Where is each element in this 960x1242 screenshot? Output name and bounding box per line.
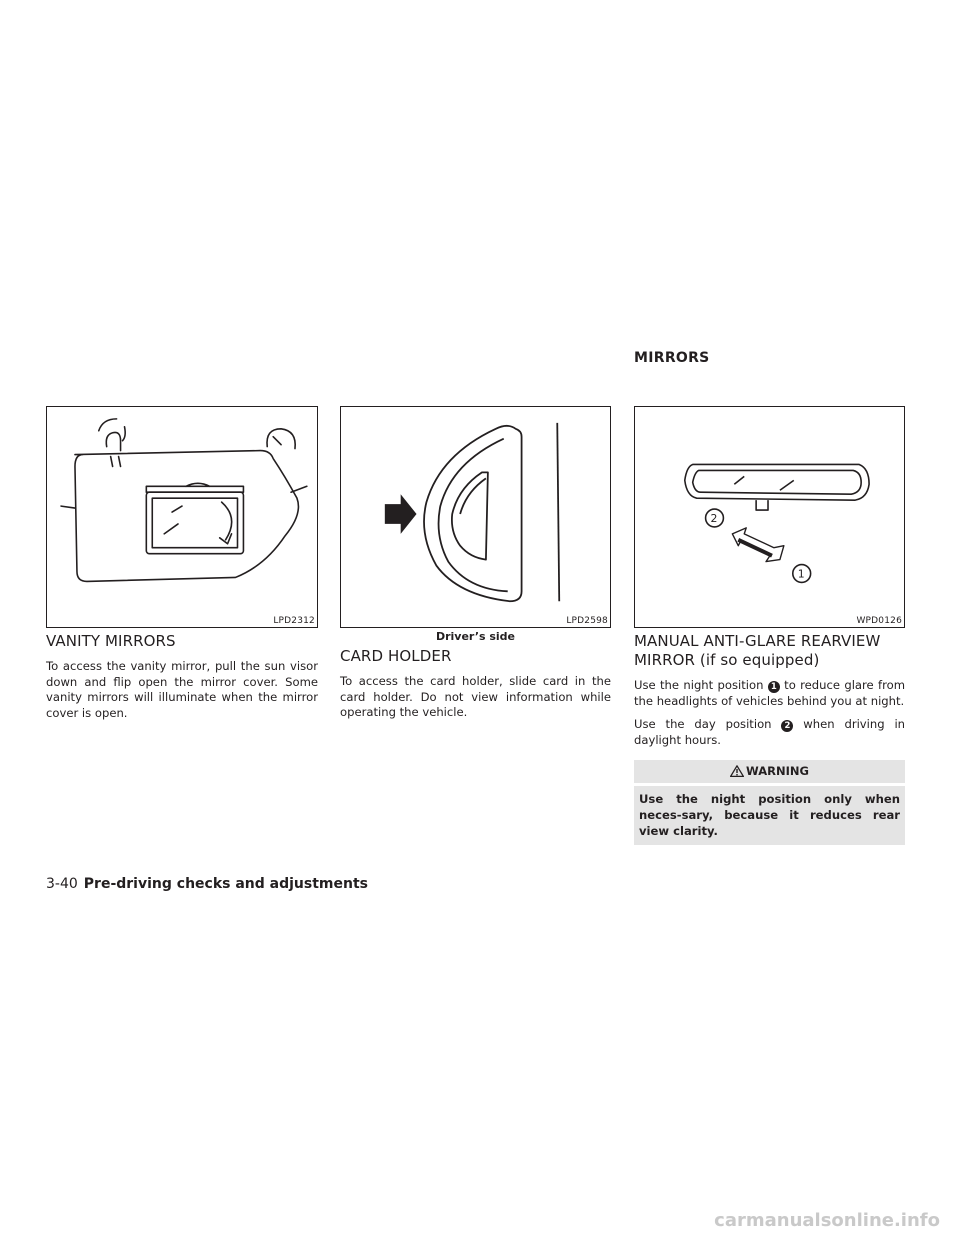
card-holder-heading: CARD HOLDER — [340, 647, 452, 665]
warning-triangle-icon — [730, 765, 744, 777]
sun-visor-illustration — [47, 407, 317, 627]
chapter-title: Pre-driving checks and adjustments — [83, 876, 368, 892]
section-header: MIRRORS — [634, 350, 710, 366]
rearview-mirror-illustration — [635, 407, 904, 627]
warning-box — [634, 760, 905, 845]
rearview-mirror-section — [634, 632, 905, 845]
text: Use the night position — [634, 678, 764, 692]
warning-body: Use the night position only when neces-sary, because it reduces rear view clarity. — [634, 786, 905, 845]
callout-number-icon: 1 — [768, 681, 780, 693]
rearview-mirror-figure — [634, 406, 905, 628]
warning-header — [634, 760, 905, 783]
callout-2: 2 — [710, 511, 718, 525]
arrow-right-icon — [385, 494, 417, 534]
card-holder-body: To access the card holder, slide card in the card holder. Do not view information while operating the vehicle. — [340, 674, 611, 720]
figure-code: WPD0126 — [856, 616, 902, 626]
card-holder-illustration — [341, 407, 610, 627]
callout-number-icon: 2 — [781, 720, 793, 732]
vanity-mirror-figure — [46, 406, 318, 628]
vanity-mirrors-section — [46, 632, 318, 729]
watermark: carmanualsonline.info — [714, 1210, 940, 1231]
rearview-mirror-heading — [634, 632, 905, 670]
heading-line-1: MANUAL ANTI-GLARE REARVIEW — [634, 632, 881, 650]
day-position-paragraph — [634, 717, 905, 748]
page-footer — [46, 876, 368, 892]
callout-1: 1 — [797, 567, 805, 581]
vanity-mirrors-heading: VANITY MIRRORS — [46, 632, 176, 650]
figure-code: LPD2312 — [273, 616, 315, 626]
figure-caption: Driver’s side — [435, 630, 516, 643]
card-holder-section — [340, 630, 611, 729]
card-holder-figure — [340, 406, 611, 628]
figure-code: LPD2598 — [566, 616, 608, 626]
text: Use the day position — [634, 717, 772, 732]
text: to reduce glare from the headlights of vehicles behind you at night. — [634, 678, 905, 708]
warning-heading: WARNING — [746, 764, 809, 779]
page-number: 3-40 — [46, 876, 78, 892]
vanity-mirrors-body: To access the vanity mirror, pull the sun visor down and flip open the mirror cover. Some vanity mirrors will illuminate when the mirror cover is open. — [46, 659, 318, 720]
night-position-paragraph — [634, 678, 905, 709]
text: when driving in daylight hours. — [634, 717, 906, 747]
heading-line-2: MIRROR (if so equipped) — [634, 651, 820, 669]
